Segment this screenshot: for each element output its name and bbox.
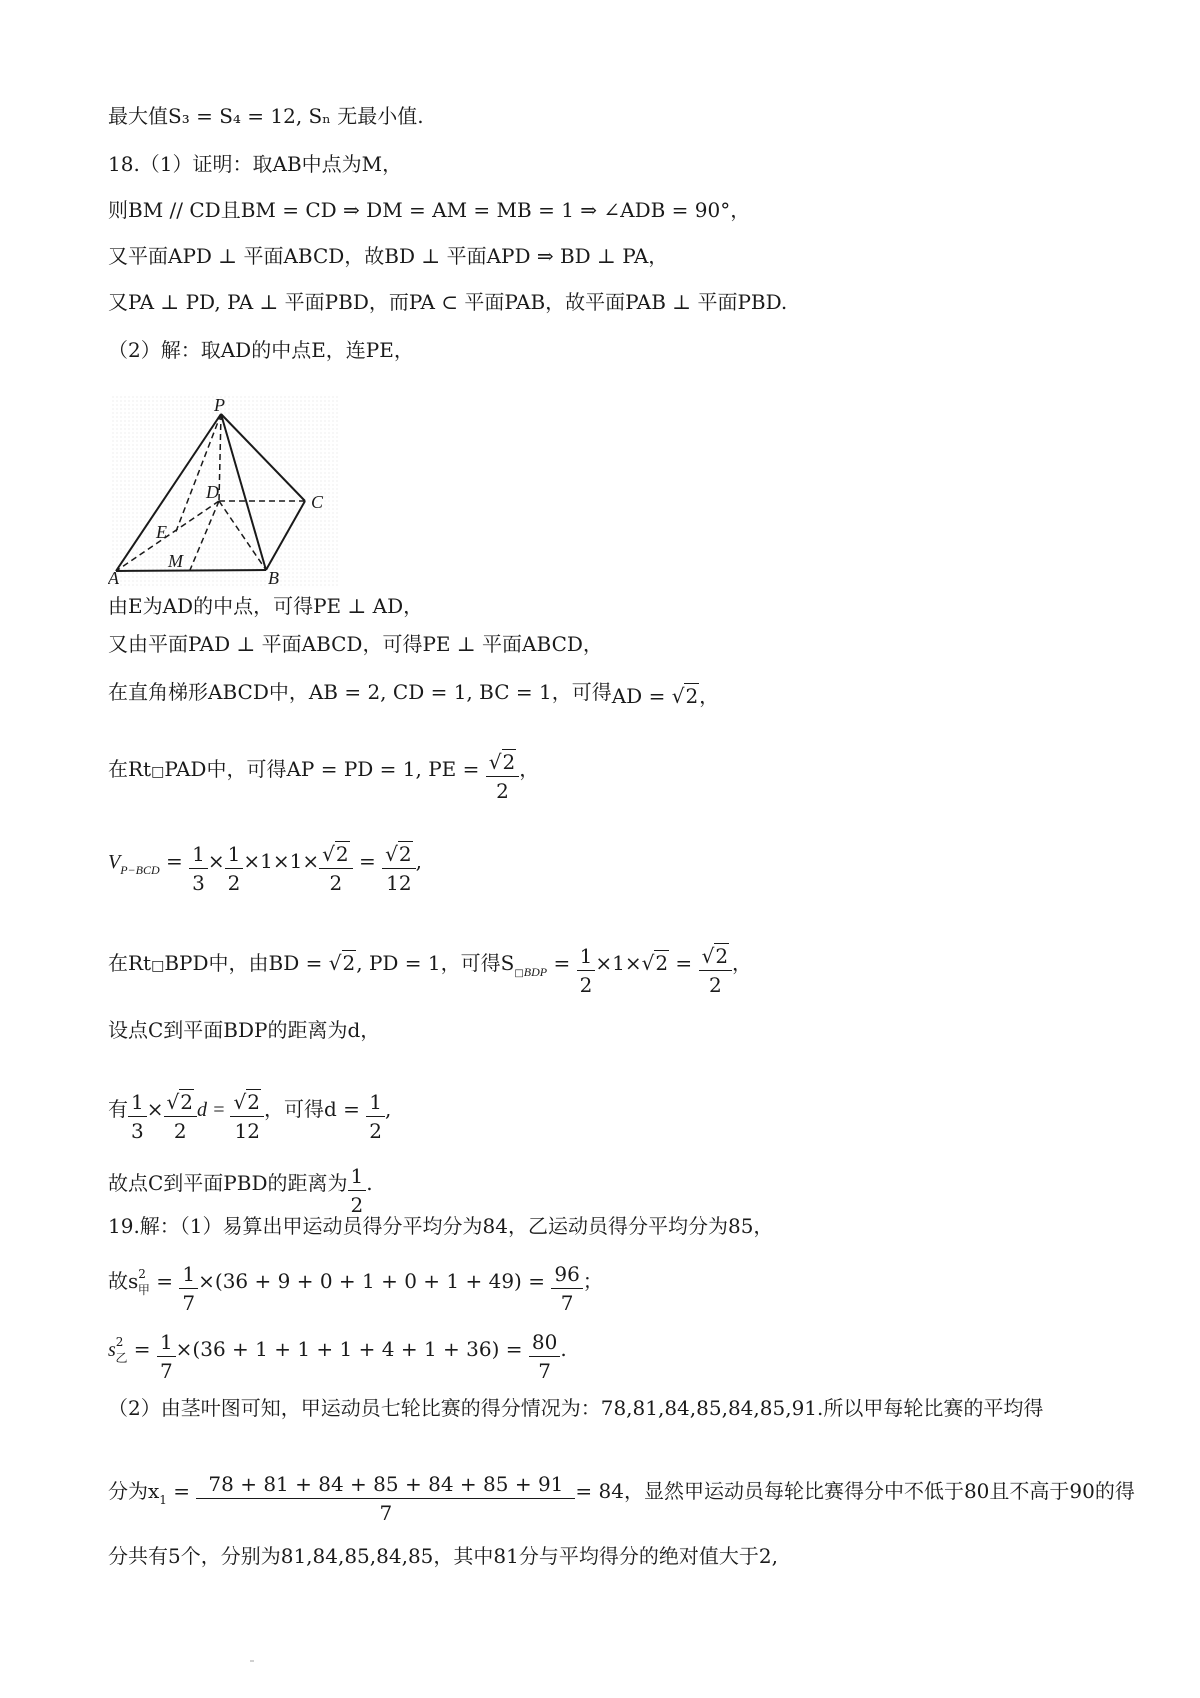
label-a: A [108, 568, 119, 586]
label-b: B [268, 568, 279, 586]
text-line-pe-perp-abcd: 又由平面PAD ⊥ 平面ABCD，可得PE ⊥ 平面ABCD， [108, 632, 603, 656]
pe-fraction: $\frac{√2}{2}$ [486, 750, 519, 803]
pyramid-figure [108, 396, 344, 586]
label-m: M [168, 551, 183, 571]
text-line-rt-bpd: 在Rt□BPD中，由BD = √2, PD = 1，可得$S_{□BDP}$ = $\frac{1}{2}$ ×1×√2 = $\frac{√2}{2}$ ， [108, 944, 753, 997]
page-mark [250, 1660, 254, 1662]
text-line-distance-d: 设点C到平面BDP的距离为d， [108, 1018, 381, 1042]
text-line-count: 分共有5个，分别为81,84,85,84,85，其中81分与平均得分的绝对值大于2, [108, 1544, 778, 1568]
text-line-solve-d: 有 $\frac{1}{3}$ × $\frac{√2}{2}$ d = $\frac{√2}{12}$ ，可得d = $\frac{1}{2}$ , [108, 1090, 392, 1143]
label-e: E [156, 522, 167, 542]
text-line-max-value: 最大值S₃ = S₄ = 12, Sₙ 无最小值. [108, 104, 424, 128]
label-p: P [214, 396, 225, 415]
label-c: C [311, 492, 324, 512]
pyramid-diagram [108, 396, 344, 586]
text-line-variance-jia: 故$s^2_甲$ = $\frac{1}{7}$ ×(36 + 9 + 0 + 1 + 0 + 1 + 49) = $\frac{96}{7}$ ； [108, 1262, 603, 1315]
text-line-q19-part2: （2）由茎叶图可知，甲运动员七轮比赛的得分情况为：78,81,84,85,84,85,91.所以甲每轮比赛的平均得 [108, 1396, 1044, 1420]
text-line-variance-yi: $s^2_乙$ = $\frac{1}{7}$ ×(36 + 1 + 1 + 1 + 4 + 1 + 36) = $\frac{80}{7}$ . [108, 1330, 567, 1383]
trapezoid-text: 在直角梯形ABCD中，AB = 2, CD = 1, BC = 1，可得 [108, 680, 612, 704]
text-line-pe-perp-ad: 由E为AD的中点，可得PE ⊥ AD， [108, 594, 424, 618]
text-line-q18-part2: （2）解：取AD的中点E，连PE， [108, 338, 414, 362]
text-line-conclusion-18: 故点C到平面PBD的距离为 $\frac{1}{2}$ . [108, 1164, 373, 1217]
edge-ab [116, 570, 266, 571]
text-line-q18-plane-pab: 又PA ⊥ PD, PA ⊥ 平面PBD，而PA ⊂ 平面PAB，故平面PAB ⊥ 平面PBD. [108, 290, 788, 314]
text-line-q18-plane-apd: 又平面APD ⊥ 平面ABCD，故BD ⊥ 平面APD ⇒ BD ⊥ PA， [108, 244, 669, 268]
ad-value: AD = √2， [611, 684, 720, 708]
text-line-mean: 分为$x_1$ = $\frac{78 + 81 + 84 + 85 + 84 + 85 + 91}{7}$ = 84，显然甲运动员每轮比赛得分中不低于80且不高于90的得 [108, 1472, 1135, 1525]
label-d: D [206, 482, 219, 502]
text-line-q19-part1: 19.解：（1）易算出甲运动员得分平均分为84，乙运动员得分平均分为85， [108, 1214, 774, 1238]
text-line-q18-bm-parallel: 则BM // CD且BM = CD ⇒ DM = AM = MB = 1 ⇒ ∠ADB = 90°， [108, 198, 751, 222]
text-line-trapezoid [108, 680, 720, 708]
text-line-rt-pad: 在Rt□PAD中，可得AP = PD = 1, PE = $\frac{√2}{2}$ ， [108, 750, 540, 803]
text-line-volume: $V_{P-BCD}$ = $\frac{1}{3}$ × $\frac{1}{2}$ ×1×1× $\frac{√2}{2}$ = $\frac{√2}{12}$ , [108, 842, 422, 895]
text-line-q18-part1: 18.（1）证明：取AB中点为M， [108, 152, 403, 176]
